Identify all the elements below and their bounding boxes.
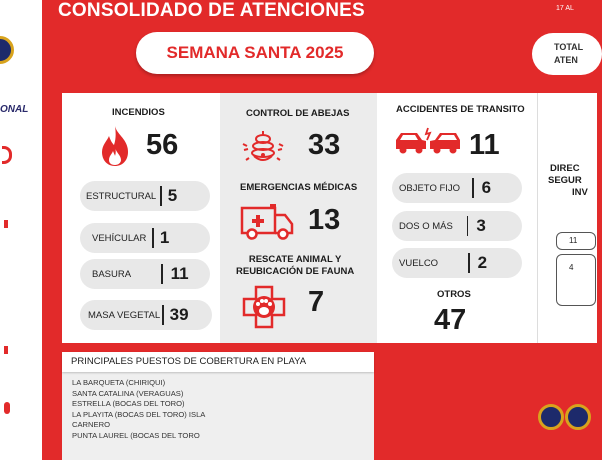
left-card <box>0 136 14 174</box>
date-range-fragment: 17 AL <box>556 5 574 12</box>
direccion-title-fragment <box>550 163 588 199</box>
rescate-total: 7 <box>308 286 325 318</box>
direccion-list-card <box>556 254 596 306</box>
beach-item: LA PLAYITA (BOCAS DEL TORO) ISLA <box>72 409 206 419</box>
left-label-fragment: ONAL <box>0 104 29 115</box>
total-label-line2: ATEN <box>554 55 578 65</box>
badge-logo-icon <box>565 404 591 430</box>
beach-item: CARNERO <box>72 420 110 430</box>
beaches-card <box>62 352 374 460</box>
direccion-line3: INV <box>572 187 588 198</box>
direccion-list-value: 4 <box>569 263 574 272</box>
pill-divider <box>472 178 474 198</box>
emergencias-total: 13 <box>308 204 341 236</box>
incendios-item <box>80 181 210 211</box>
direccion-line2: SEGUR <box>548 175 582 186</box>
emergencias-title: EMERGENCIAS MÉDICAS <box>240 182 358 193</box>
transito-item <box>392 248 522 278</box>
left-card <box>0 388 14 426</box>
left-card <box>0 200 14 238</box>
transito-item-label: OBJETO FIJO <box>399 182 461 194</box>
incendios-total: 56 <box>146 129 179 161</box>
beach-item: PUNTA LAUREL (BOCAS DEL TORO <box>72 430 200 440</box>
beaches-title: PRINCIPALES PUESTOS DE COBERTURA EN PLAYA <box>62 352 374 372</box>
pill-divider <box>468 253 470 273</box>
flame-icon <box>99 125 131 167</box>
incendios-item-label: ESTRUCTURAL <box>86 190 157 202</box>
incendios-item <box>80 223 210 253</box>
direccion-line1: DIREC <box>550 163 580 174</box>
beach-item: SANTA CATALINA (VERAGUAS) <box>72 388 184 398</box>
transito-item-label: VUELCO <box>399 257 439 269</box>
services-column <box>220 93 377 343</box>
transito-item-label: DOS O MÁS <box>399 220 453 232</box>
pill-divider <box>467 216 469 236</box>
pill-divider <box>160 186 162 206</box>
paw-shield-icon <box>242 285 286 329</box>
left-card <box>0 326 14 364</box>
car-crash-icon <box>394 125 462 155</box>
transito-item <box>392 173 522 203</box>
week-label: SEMANA SANTA 2025 <box>136 32 374 74</box>
transito-item-value: 3 <box>476 216 486 235</box>
beehive-icon <box>240 127 286 167</box>
incendios-item-value: 39 <box>169 305 189 324</box>
incendios-item-value: 11 <box>170 264 189 283</box>
left-card <box>0 262 14 300</box>
rescate-title <box>236 254 354 278</box>
page-title: CONSOLIDADO DE ATENCIONES <box>58 0 365 21</box>
otros-total: 47 <box>434 304 467 336</box>
pill-divider <box>162 305 164 325</box>
beaches-list <box>72 378 205 442</box>
direccion-small-card <box>556 232 596 250</box>
left-sidebar <box>0 0 42 460</box>
pill-divider <box>152 228 154 248</box>
total-attentions-pill <box>532 33 602 75</box>
abejas-total: 33 <box>308 129 341 161</box>
transito-title: ACCIDENTES DE TRANSITO <box>396 104 525 115</box>
total-label-line1: TOTAL <box>554 42 584 52</box>
transito-item <box>392 211 522 241</box>
incendios-column <box>62 93 220 343</box>
incendios-item-value: 1 <box>159 228 170 247</box>
otros-title: OTROS <box>437 289 471 300</box>
badge-logo-icon <box>538 404 564 430</box>
pill-divider <box>161 264 163 284</box>
rescate-title-line2: REUBICACIÓN DE FAUNA <box>236 266 355 277</box>
beach-item: LA BARQUETA (CHIRIQUI) <box>72 378 166 387</box>
stats-panel <box>62 93 592 343</box>
transito-total: 11 <box>469 129 500 161</box>
incendios-item <box>80 300 212 330</box>
institution-logo-icon <box>0 36 14 64</box>
ambulance-icon <box>239 203 295 241</box>
incendios-item-label: MASA VEGETAL <box>88 309 161 321</box>
incendios-item-value: 5 <box>167 186 178 205</box>
abejas-title: CONTROL DE ABEJAS <box>246 108 350 119</box>
transito-item-value: 2 <box>477 253 488 272</box>
beach-item: ESTRELLA (BOCAS DEL TORO) <box>72 399 185 409</box>
transito-item-value: 6 <box>481 178 492 197</box>
incendios-item <box>80 259 210 289</box>
incendios-title: INCENDIOS <box>112 107 165 118</box>
incendios-item-label: VEHÍCULAR <box>92 232 147 244</box>
transito-column <box>377 93 537 343</box>
direccion-small-value: 11 <box>569 236 578 245</box>
incendios-item-label: BASURA <box>92 268 132 280</box>
rescate-title-line1: RESCATE ANIMAL Y <box>248 254 342 265</box>
